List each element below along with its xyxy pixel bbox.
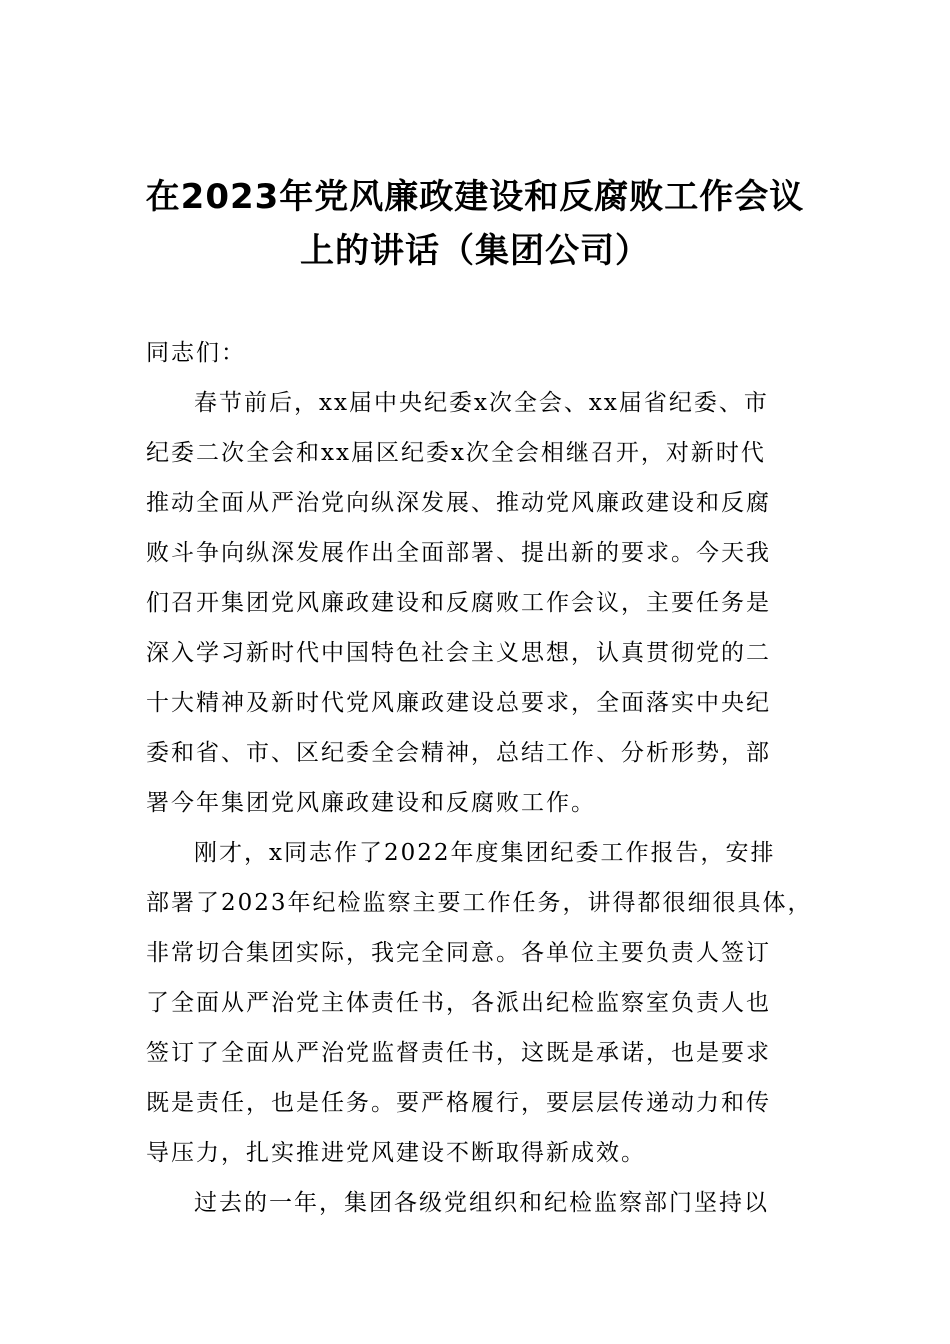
paragraph-2 bbox=[146, 828, 813, 1178]
paragraph-line: 推动全面从严治党向纵深发展、推动党风廉政建设和反腐 bbox=[146, 490, 771, 516]
title-line-1: 在2023年党风廉政建设和反腐败工作会议 bbox=[145, 177, 805, 217]
paragraph-line: 刚才，x同志作了2022年度集团纪委工作报告，安排 bbox=[194, 840, 776, 866]
paragraph-line: 部署了2023年纪检监察主要工作任务，讲得都很细很具体， bbox=[146, 890, 813, 916]
paragraph-3 bbox=[146, 1178, 810, 1228]
paragraph-line: 深入学习新时代中国特色社会主义思想，认真贯彻党的二 bbox=[146, 640, 771, 666]
paragraph-line: 签订了全面从严治党监督责任书，这既是承诺，也是要求 bbox=[146, 1040, 771, 1066]
paragraph-line: 们召开集团党风廉政建设和反腐败工作会议，主要任务是 bbox=[146, 590, 771, 616]
paragraph-line: 委和省、市、区纪委全会精神，总结工作、分析形势，部 bbox=[146, 740, 771, 766]
document-title bbox=[120, 170, 830, 278]
salutation: 同志们： bbox=[146, 340, 246, 366]
paragraph-line: 纪委二次全会和xx届区纪委x次全会相继召开，对新时代 bbox=[146, 440, 766, 466]
paragraph-line: 导压力，扎实推进党风建设不断取得新成效。 bbox=[146, 1140, 646, 1166]
document-body bbox=[146, 328, 813, 1228]
paragraph-line: 了全面从严治党主体责任书，各派出纪检监察室负责人也 bbox=[146, 990, 771, 1016]
paragraph-line: 十大精神及新时代党风廉政建设总要求，全面落实中央纪 bbox=[146, 690, 771, 716]
paragraph-line: 既是责任，也是任务。要严格履行，要层层传递动力和传 bbox=[146, 1090, 771, 1116]
paragraph-1 bbox=[146, 378, 810, 828]
paragraph-line: 春节前后，xx届中央纪委x次全会、xx届省纪委、市 bbox=[194, 390, 769, 416]
paragraph-line: 败斗争向纵深发展作出全面部署、提出新的要求。今天我 bbox=[146, 540, 771, 566]
paragraph-line: 署今年集团党风廉政建设和反腐败工作。 bbox=[146, 790, 596, 816]
paragraph-line: 非常切合集团实际，我完全同意。各单位主要负责人签订 bbox=[146, 940, 771, 966]
title-line-2: 上的讲话（集团公司） bbox=[300, 231, 650, 271]
paragraph-line: 过去的一年，集团各级党组织和纪检监察部门坚持以 bbox=[194, 1190, 769, 1216]
